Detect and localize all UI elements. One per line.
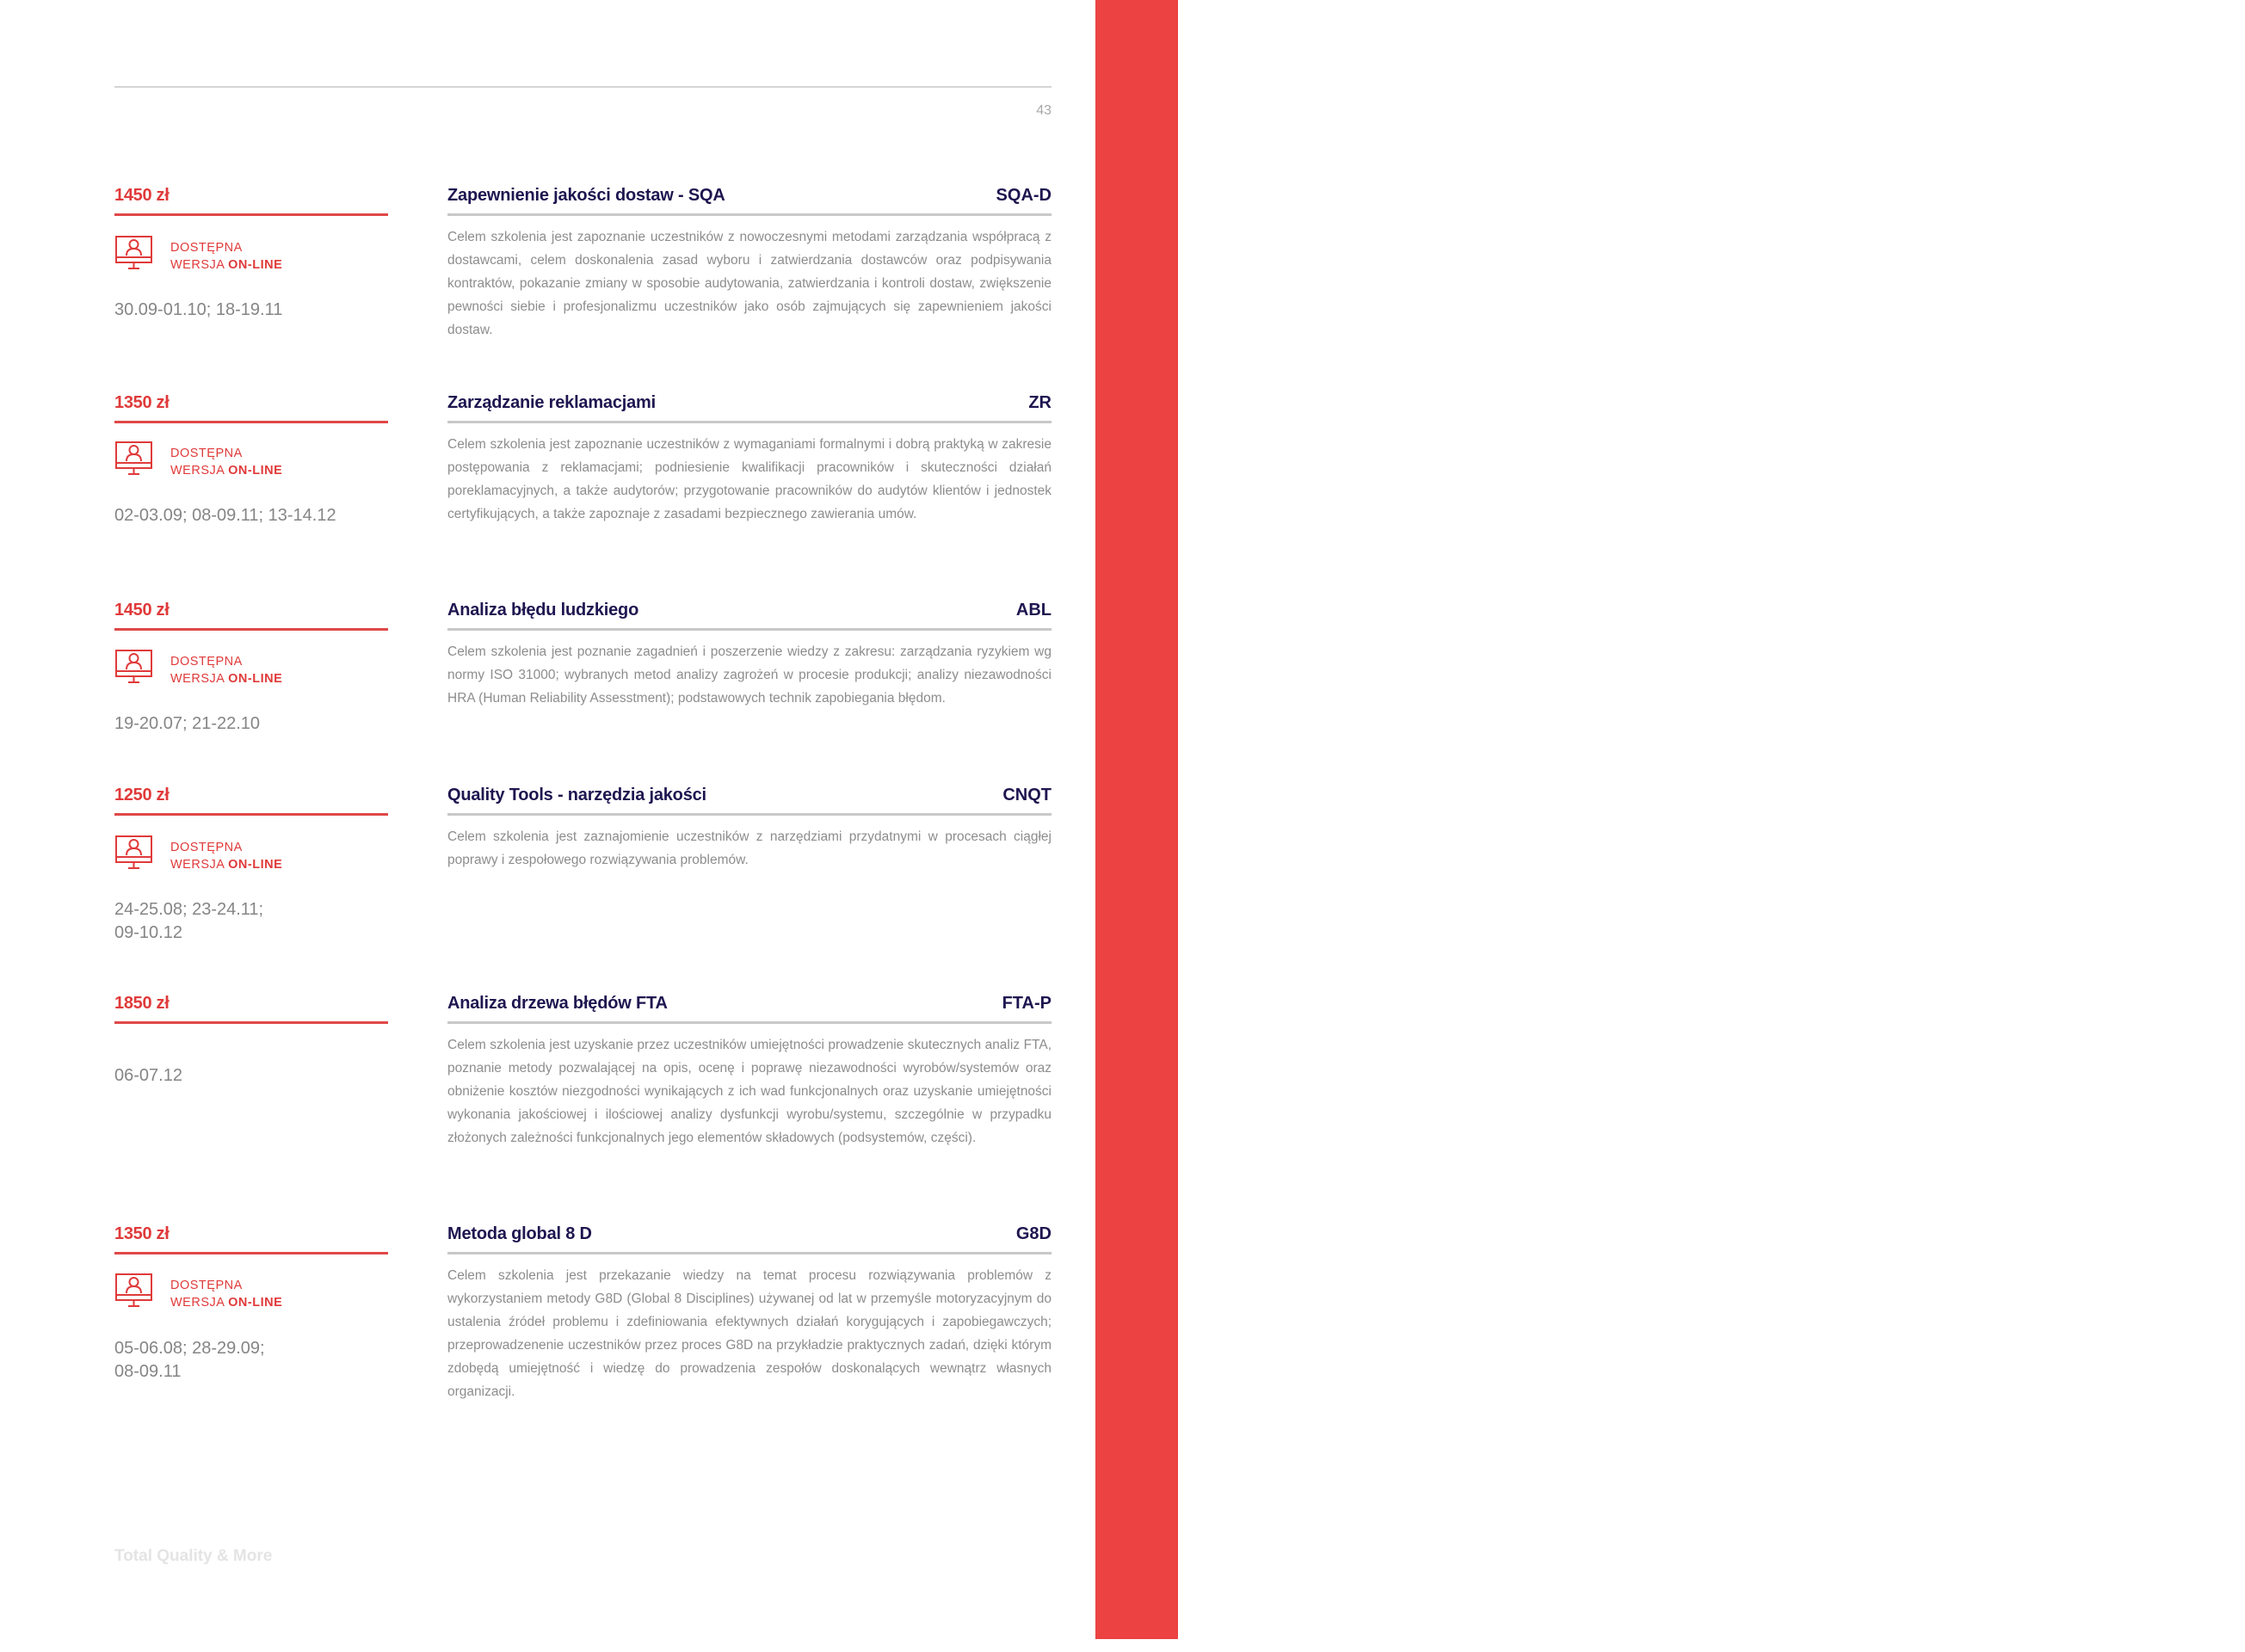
dates-line1: 02-03.09; 08-09.11; 13-14.12 (114, 506, 336, 525)
course-title: Zapewnienie jakości dostaw - SQA (447, 186, 725, 205)
monitor-person-icon (114, 648, 153, 686)
title-divider (447, 1252, 1052, 1254)
course-title: Analiza drzewa błędów FTA (447, 994, 668, 1013)
dates-line1: 05-06.08; 28-29.09; (114, 1339, 265, 1358)
online-line2-bold: ON-LINE (228, 858, 283, 872)
section-title: Uniwersalne narzędzia jakości (2217, 172, 2244, 525)
course-price: 1450 zł (114, 186, 170, 205)
course-code: G8D (1015, 1224, 1052, 1243)
course-description: Celem szkolenia jest zaznajomienie uczestników z narzędziami przydatnymi w procesach ciągłej poprawy i zespołowego rozwiązywania problemów. (447, 829, 1052, 867)
top-divider (114, 86, 1052, 88)
online-line2-bold: ON-LINE (228, 464, 283, 478)
course-price: 1350 zł (114, 393, 170, 412)
monitor-person-icon (114, 234, 153, 272)
footer-brand: Total Quality & More (114, 1547, 273, 1565)
dates-line1: 30.09-01.10; 18-19.11 (114, 300, 283, 319)
online-line1: DOSTĘPNA (170, 841, 243, 854)
course-title: Analiza błędu ludzkiego (447, 601, 639, 620)
online-badge-text (170, 445, 282, 479)
online-line2-prefix: WERSJA (170, 258, 229, 272)
price-divider (114, 1252, 388, 1254)
course-code: FTA-P (1002, 994, 1052, 1013)
online-line1: DOSTĘPNA (170, 655, 243, 669)
title-divider (447, 213, 1052, 216)
title-divider (447, 421, 1052, 423)
course-code: CNQT (1002, 786, 1052, 804)
online-badge-text (170, 839, 282, 873)
course-price: 1450 zł (114, 601, 170, 620)
title-divider (447, 813, 1052, 816)
price-divider (114, 628, 388, 631)
course-description: Celem szkolenia jest uzyskanie przez uczestników umiejętności prowadzenie skutecznych analiz FTA, poznanie metody pozwalającej na opis, ocenę i poprawę niezawodności wyrobów/systemów oraz obniżenie kosztów niezgodności wynikających z ich wad funkcjonalnych oraz uzyskanie umiejętności wykonania jakościowej i ilościowej analizy dysfunkcji wyrobu/systemu, szczególnie w przypadku złożonych zależności funkcjonalnych jego elementów składowych (podsystemów, części). (447, 1038, 1052, 1145)
course-title: Quality Tools - narzędzia jakości (447, 786, 706, 804)
course-description: Celem szkolenia jest zapoznanie uczestników z wymaganiami formalnymi i dobrą praktyką w zakresie postępowania z reklamacjami; podniesienie kwalifikacji pracowników i skuteczności działań poreklamacyjnych, a także audytorów; przygotowanie pracowników do audytów klientów i jednostek certyfikujących, a także zapoznaje z zasadami bezpiecznego zawierania umów. (447, 437, 1052, 521)
course-code: ZR (1028, 393, 1052, 412)
online-badge (114, 834, 388, 872)
page-number: 43 (1036, 103, 1052, 118)
online-line2-prefix: WERSJA (170, 858, 229, 872)
title-divider (447, 1021, 1052, 1024)
online-badge-text (170, 1277, 282, 1311)
monitor-person-icon (114, 440, 153, 478)
online-badge-text (170, 653, 282, 687)
dates-line1: 06-07.12 (114, 1066, 182, 1085)
online-line1: DOSTĘPNA (170, 1279, 243, 1292)
online-line1: DOSTĘPNA (170, 241, 243, 255)
price-divider (114, 213, 388, 216)
course-dates (114, 898, 388, 945)
dates-line2: 08-09.11 (114, 1362, 182, 1381)
online-badge (114, 648, 388, 686)
course-description: Celem szkolenia jest zapoznanie uczestników z nowoczesnymi metodami zarządzania współpracą z dostawcami, celem doskonalenia zasad wyboru i zatwierdzania dostawców oraz podpisywania kontraktów, pokazanie zmiany w sposobie audytowania, zatwierdzania i kontroli dostaw, zwiększenie pewności siebie i profesjonalizmu uczestników jako osób zajmujących się zapewnieniem jakości dostaw. (447, 230, 1052, 337)
online-badge (114, 234, 388, 272)
online-line2-bold: ON-LINE (228, 672, 283, 686)
course-dates (114, 1337, 388, 1384)
title-divider (447, 628, 1052, 631)
course-title: Metoda global 8 D (447, 1224, 592, 1243)
side-band (1095, 0, 2244, 1639)
online-line2-bold: ON-LINE (228, 1296, 283, 1310)
price-divider (114, 1021, 388, 1024)
online-line2-prefix: WERSJA (170, 1296, 229, 1310)
online-badge (114, 440, 388, 478)
online-badge-text (170, 239, 282, 274)
monitor-person-icon (114, 1272, 153, 1310)
dates-line1: 19-20.07; 21-22.10 (114, 714, 261, 733)
price-divider (114, 813, 388, 816)
course-code: ABL (1015, 601, 1052, 620)
online-line2-prefix: WERSJA (170, 672, 229, 686)
online-badge (114, 1272, 388, 1310)
course-dates (114, 299, 388, 322)
dates-line2: 09-10.12 (114, 923, 182, 942)
online-line1: DOSTĘPNA (170, 447, 243, 460)
course-dates (114, 712, 388, 736)
course-price: 1850 zł (114, 994, 170, 1013)
online-line2-bold: ON-LINE (228, 258, 283, 272)
course-description: Celem szkolenia jest przekazanie wiedzy na temat procesu rozwiązywania problemów z wykorzystaniem metody G8D (Global 8 Disciplines) używanej od lat w przemyśle motoryzacyjnym do ustalenia źródeł problemu i zdefiniowania efektywnych działań korygujących i zapobiegawczych; przeprowadzenenie uczestników przez proces G8D na przykładzie praktycznych zadań, dzięki którym zdobędą umiejętność i wiedzę do prowadzenia zespołów doskonalących wewnątrz własnych organizacji. (447, 1268, 1052, 1399)
course-price: 1250 zł (114, 786, 170, 804)
dates-line1: 24-25.08; 23-24.11; (114, 900, 264, 919)
course-dates (114, 1064, 388, 1088)
course-description: Celem szkolenia jest poznanie zagadnień i poszerzenie wiedzy z zakresu: zarządzania ryzykiem wg normy ISO 31000; wybranych metod analizy zagrożeń w procesie produkcji; analizy niezawodności HRA (Human Reliability Assesstment); podstawowych technik zapobiegania błędom. (447, 644, 1052, 706)
course-title: Zarządzanie reklamacjami (447, 393, 656, 412)
course-dates (114, 504, 388, 527)
course-price: 1350 zł (114, 1224, 170, 1243)
online-line2-prefix: WERSJA (170, 464, 229, 478)
course-code: SQA-D (996, 186, 1052, 205)
monitor-person-icon (114, 834, 153, 872)
price-divider (114, 421, 388, 423)
